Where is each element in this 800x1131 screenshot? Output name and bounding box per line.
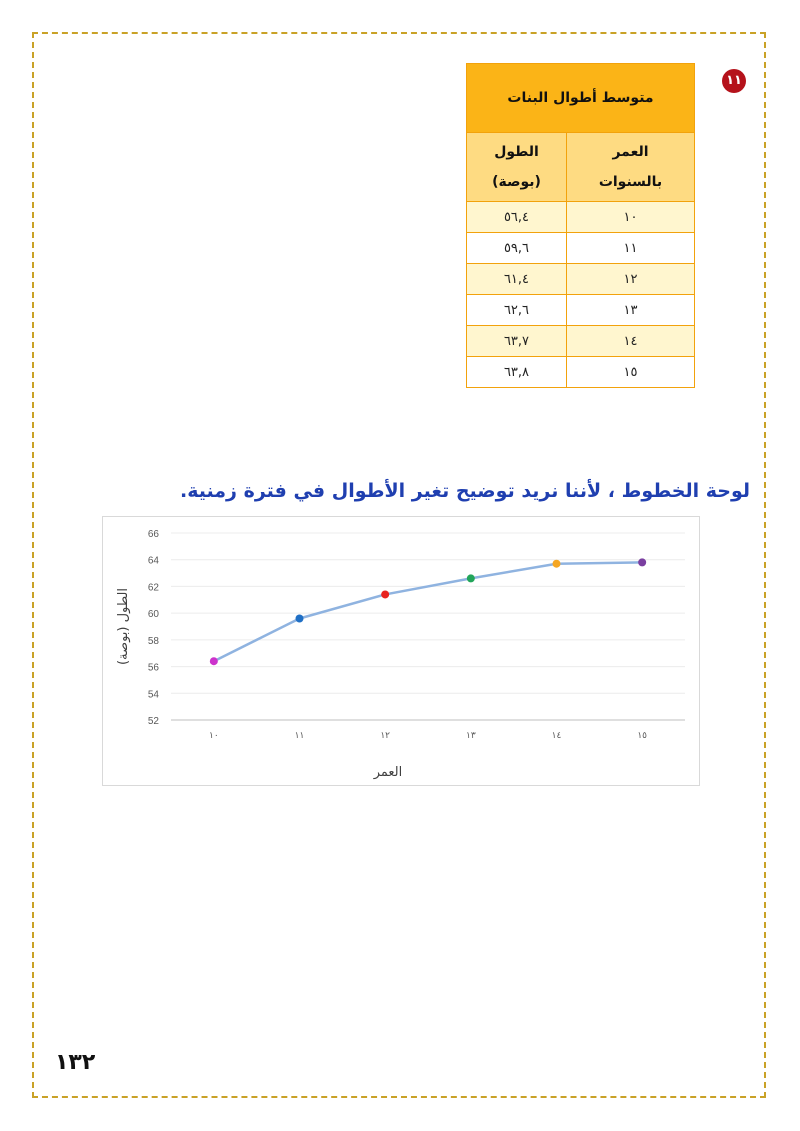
series-line — [214, 562, 642, 661]
table-row — [467, 264, 695, 295]
table-row — [467, 233, 695, 264]
data-point — [210, 657, 218, 665]
table-row — [467, 202, 695, 233]
data-point — [381, 590, 389, 598]
data-point — [467, 574, 475, 582]
x-axis-title: العمر — [373, 765, 403, 780]
cell-height: ٦٣,٨ — [467, 357, 567, 388]
x-tick-label: ١٢ — [380, 731, 391, 741]
x-tick-label: ١٣ — [465, 731, 476, 741]
x-tick-label: ١١ — [294, 731, 305, 741]
cell-height: ٥٦,٤ — [467, 202, 567, 233]
line-chart-box — [102, 516, 700, 786]
cell-height: ٦٣,٧ — [467, 326, 567, 357]
x-tick-label: ١٠ — [208, 731, 219, 741]
heights-table — [466, 63, 695, 388]
header-height-line1: الطول — [494, 144, 539, 160]
y-tick-label: 56 — [147, 662, 159, 674]
question-number-badge: ١١ — [722, 69, 746, 93]
header-age-line1: العمر — [612, 144, 649, 160]
table-row — [467, 295, 695, 326]
cell-height: ٦٢,٦ — [467, 295, 567, 326]
y-tick-label: 58 — [147, 635, 159, 647]
line-chart — [103, 517, 699, 785]
cell-age: ١٥ — [567, 357, 695, 388]
answer-text: لوحة الخطوط ، لأننا نريد توضيح تغير الأطوال في فترة زمنية. — [180, 480, 750, 502]
y-tick-label: 52 — [147, 716, 159, 727]
y-tick-label: 60 — [147, 609, 159, 621]
data-point — [553, 560, 561, 568]
data-point — [638, 558, 646, 566]
y-tick-label: 66 — [147, 529, 159, 540]
cell-age: ١٠ — [567, 202, 695, 233]
header-age-line2: بالسنوات — [598, 174, 663, 190]
header-height-line2: (بوصة) — [492, 174, 541, 190]
data-point — [296, 614, 304, 622]
table-row — [467, 326, 695, 357]
x-tick-label: ١٥ — [637, 731, 648, 741]
cell-age: ١١ — [567, 233, 695, 264]
cell-age: ١٢ — [567, 264, 695, 295]
cell-age: ١٤ — [567, 326, 695, 357]
x-tick-label: ١٤ — [551, 731, 562, 741]
y-tick-label: 64 — [147, 555, 159, 567]
cell-height: ٥٩,٦ — [467, 233, 567, 264]
page-number: ١٣٢ — [55, 1050, 96, 1075]
y-tick-label: 62 — [147, 582, 159, 594]
table-title: متوسط أطوال البنات — [467, 64, 695, 133]
header-age — [567, 133, 695, 202]
cell-age: ١٣ — [567, 295, 695, 326]
y-axis-title: الطول (بوصة) — [116, 587, 131, 666]
y-tick-label: 54 — [147, 689, 159, 701]
header-height — [467, 133, 567, 202]
cell-height: ٦١,٤ — [467, 264, 567, 295]
table-row — [467, 357, 695, 388]
